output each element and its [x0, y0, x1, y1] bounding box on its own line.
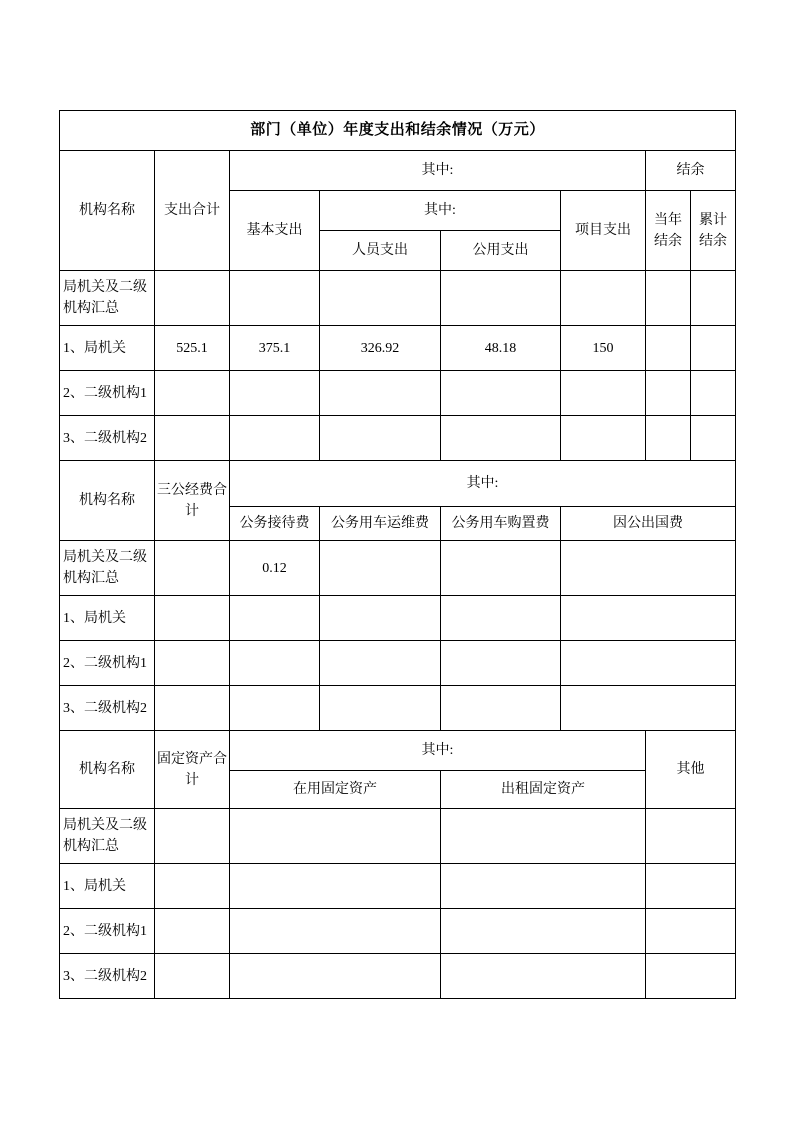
- cell-accumulated-balance: [691, 271, 736, 326]
- cell-expense-total: [155, 416, 230, 461]
- header-among-three-public: 其中:: [230, 461, 736, 507]
- cell-vehicle-purchase-fee: [441, 641, 561, 686]
- cell-vehicle-maintenance-fee: [320, 686, 441, 731]
- header-among-expense: 其中:: [230, 151, 646, 191]
- budget-expenditure-table: [59, 110, 736, 999]
- cell-other: [646, 809, 736, 864]
- header-in-use-fixed-assets: 在用固定资产: [230, 771, 441, 809]
- row-label-summary: 局机关及二级机构汇总: [60, 541, 155, 596]
- cell-reception-fee: [230, 641, 320, 686]
- row-label-summary: 局机关及二级机构汇总: [60, 809, 155, 864]
- cell-fixed-assets-total: [155, 909, 230, 954]
- cell-personnel-expense: [320, 371, 441, 416]
- header-public-expense: 公用支出: [441, 231, 561, 271]
- cell-accumulated-balance: [691, 416, 736, 461]
- cell-vehicle-purchase-fee: [441, 686, 561, 731]
- cell-public-expense: [441, 271, 561, 326]
- cell-other: [646, 864, 736, 909]
- row-label-secondary-2: 3、二级机构2: [60, 686, 155, 731]
- header-vehicle-purchase-fee: 公务用车购置费: [441, 507, 561, 541]
- cell-vehicle-maintenance-fee: [320, 596, 441, 641]
- header-expense-total: 支出合计: [155, 151, 230, 271]
- cell-fixed-assets-total: [155, 809, 230, 864]
- row-label-summary: 局机关及二级机构汇总: [60, 271, 155, 326]
- row-label-secondary-1: 2、二级机构1: [60, 371, 155, 416]
- header-personnel-expense: 人员支出: [320, 231, 441, 271]
- cell-public-expense: 48.18: [441, 326, 561, 371]
- header-org-name: 机构名称: [60, 461, 155, 541]
- cell-expense-total: [155, 271, 230, 326]
- cell-rented-fixed-assets: [441, 909, 646, 954]
- header-reception-fee: 公务接待费: [230, 507, 320, 541]
- cell-three-public-total: [155, 541, 230, 596]
- cell-other: [646, 954, 736, 999]
- cell-three-public-total: [155, 641, 230, 686]
- cell-public-expense: [441, 371, 561, 416]
- cell-vehicle-purchase-fee: [441, 596, 561, 641]
- cell-accumulated-balance: [691, 326, 736, 371]
- cell-abroad-fee: [561, 641, 736, 686]
- header-current-balance: 当年结余: [646, 191, 691, 271]
- header-balance: 结余: [646, 151, 736, 191]
- cell-fixed-assets-total: [155, 954, 230, 999]
- cell-in-use-fixed-assets: [230, 809, 441, 864]
- cell-expense-total: [155, 371, 230, 416]
- cell-personnel-expense: [320, 416, 441, 461]
- header-project-expense: 项目支出: [561, 191, 646, 271]
- cell-basic-expense: [230, 416, 320, 461]
- header-among-fixed-assets: 其中:: [230, 731, 646, 771]
- row-label-bureau: 1、局机关: [60, 326, 155, 371]
- row-label-bureau: 1、局机关: [60, 864, 155, 909]
- cell-current-balance: [646, 416, 691, 461]
- cell-rented-fixed-assets: [441, 864, 646, 909]
- cell-personnel-expense: 326.92: [320, 326, 441, 371]
- cell-project-expense: [561, 371, 646, 416]
- cell-current-balance: [646, 371, 691, 416]
- header-other: 其他: [646, 731, 736, 809]
- cell-three-public-total: [155, 596, 230, 641]
- header-org-name: 机构名称: [60, 151, 155, 271]
- cell-reception-fee: 0.12: [230, 541, 320, 596]
- cell-personnel-expense: [320, 271, 441, 326]
- cell-fixed-assets-total: [155, 864, 230, 909]
- cell-abroad-fee: [561, 596, 736, 641]
- cell-vehicle-maintenance-fee: [320, 541, 441, 596]
- cell-project-expense: [561, 416, 646, 461]
- cell-in-use-fixed-assets: [230, 954, 441, 999]
- row-label-secondary-1: 2、二级机构1: [60, 909, 155, 954]
- cell-abroad-fee: [561, 541, 736, 596]
- header-vehicle-maintenance-fee: 公务用车运维费: [320, 507, 441, 541]
- cell-rented-fixed-assets: [441, 954, 646, 999]
- cell-in-use-fixed-assets: [230, 864, 441, 909]
- cell-vehicle-maintenance-fee: [320, 641, 441, 686]
- cell-rented-fixed-assets: [441, 809, 646, 864]
- cell-current-balance: [646, 326, 691, 371]
- header-three-public-total: 三公经费合计: [155, 461, 230, 541]
- row-label-bureau: 1、局机关: [60, 596, 155, 641]
- cell-basic-expense: 375.1: [230, 326, 320, 371]
- cell-basic-expense: [230, 371, 320, 416]
- header-abroad-fee: 因公出国费: [561, 507, 736, 541]
- header-basic-expense: 基本支出: [230, 191, 320, 271]
- cell-basic-expense: [230, 271, 320, 326]
- cell-three-public-total: [155, 686, 230, 731]
- cell-current-balance: [646, 271, 691, 326]
- cell-project-expense: [561, 271, 646, 326]
- header-accumulated-balance: 累计结余: [691, 191, 736, 271]
- cell-vehicle-purchase-fee: [441, 541, 561, 596]
- header-rented-fixed-assets: 出租固定资产: [441, 771, 646, 809]
- cell-other: [646, 909, 736, 954]
- cell-accumulated-balance: [691, 371, 736, 416]
- cell-project-expense: 150: [561, 326, 646, 371]
- cell-reception-fee: [230, 596, 320, 641]
- row-label-secondary-2: 3、二级机构2: [60, 954, 155, 999]
- header-fixed-assets-total: 固定资产合计: [155, 731, 230, 809]
- cell-expense-total: 525.1: [155, 326, 230, 371]
- cell-reception-fee: [230, 686, 320, 731]
- cell-public-expense: [441, 416, 561, 461]
- report-title: 部门（单位）年度支出和结余情况（万元）: [60, 111, 736, 151]
- row-label-secondary-1: 2、二级机构1: [60, 641, 155, 686]
- cell-abroad-fee: [561, 686, 736, 731]
- header-org-name: 机构名称: [60, 731, 155, 809]
- cell-in-use-fixed-assets: [230, 909, 441, 954]
- row-label-secondary-2: 3、二级机构2: [60, 416, 155, 461]
- header-among-basic: 其中:: [320, 191, 561, 231]
